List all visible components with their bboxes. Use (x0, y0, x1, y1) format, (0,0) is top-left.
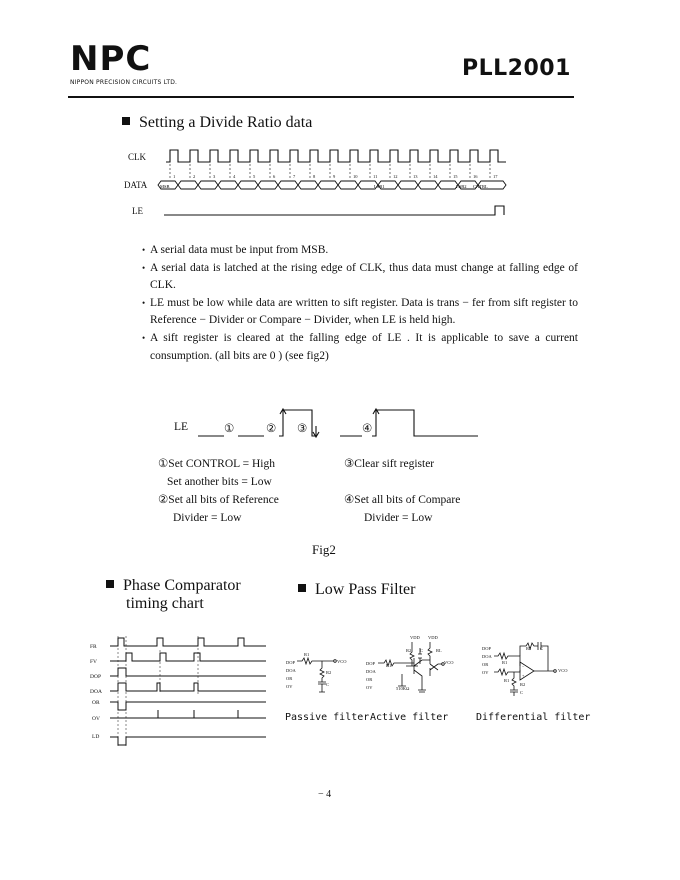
fig2-caption: Fig2 (312, 542, 336, 557)
diff-or-label: OR (482, 662, 489, 667)
pc-label-or: OR (92, 700, 100, 706)
active-c-label: C (420, 648, 424, 653)
note-3: ③Clear sift register (344, 458, 435, 470)
fig2-note-1 (158, 455, 279, 527)
data-bit-cell (438, 181, 458, 189)
data-bit-cell (338, 181, 358, 189)
passive-c-label: C (326, 682, 330, 687)
clk-number: 2 (193, 174, 196, 179)
clk-numbers (173, 174, 498, 179)
bullet-item: • A serial data must be input from MSB. (142, 242, 578, 260)
clk-sample-dashes (170, 164, 490, 180)
pc-label-ov: OV (92, 716, 100, 722)
active-vdd-label-2: VDD (428, 635, 438, 640)
active-rl-label: RL (436, 648, 442, 653)
data-bit-cell (418, 181, 438, 189)
low-pass-filter-schematics (282, 630, 582, 710)
active-r1-label: R1 (386, 663, 392, 668)
ov-wave (110, 710, 266, 718)
active-or-label: OR (366, 677, 373, 682)
clk-number: 13 (413, 174, 418, 179)
clk-number: 6 (273, 174, 276, 179)
or-wave (110, 702, 266, 710)
phase-comparator-timing-chart (88, 632, 270, 752)
bullet-item: • LE must be low while data are written to sift register. Data is trans − fer from sift register to Reference − Divider or Compare − Divider, when LE is held high. (142, 295, 578, 330)
clk-pulse-train (166, 150, 506, 162)
active-r2-label: R2 (406, 648, 412, 653)
fig2-marker-2: ② (266, 423, 277, 435)
le-waveform (164, 206, 504, 215)
clk-number: 15 (453, 174, 458, 179)
phase-title-line-1: Phase Comparator (123, 577, 241, 594)
fig2-marker-3: ③ (297, 423, 308, 435)
data-bit-cell (198, 181, 218, 189)
company-name: NIPPON PRECISION CIRCUITS LTD. (70, 79, 178, 86)
square-bullet-icon (122, 117, 130, 125)
passive-r2-label: R2 (326, 670, 332, 675)
active-vdd-label-1: VDD (410, 635, 420, 640)
passive-or-label: OR (286, 676, 293, 681)
diff-c-label-top: C (540, 646, 544, 651)
diff-r1-label-bottom: R1 (504, 678, 510, 683)
fig2-le-waveform (190, 400, 490, 445)
diff-r2-label-bottom: R2 (520, 682, 526, 687)
clk-number: 8 (313, 174, 316, 179)
caption-passive-filter: Passive filter (285, 712, 370, 723)
svg-text:+: + (522, 673, 525, 678)
lpf-title-text: Low Pass Filter (315, 581, 416, 598)
diff-vco-label: VCO (558, 668, 568, 673)
data-bit-cell (278, 181, 298, 189)
doa-wave (110, 683, 266, 691)
data-bit-cell (298, 181, 318, 189)
clk-number: 11 (373, 174, 378, 179)
bullet-item: • A serial data is latched at the rising edge of CLK, thus data must change at falling edge of CLK. (142, 260, 578, 295)
passive-ov-label: OV (286, 684, 293, 689)
active-510k-label: 510KΩ (396, 686, 410, 691)
data-cells (158, 181, 506, 189)
note-2-line-1: ②Set all bits of Reference (158, 494, 279, 506)
diff-dop-label: DOP (482, 646, 492, 651)
section-title-text: Setting a Divide Ratio data (139, 114, 313, 131)
clk-number: 7 (293, 174, 296, 179)
diff-r2-label-top: R2 (526, 646, 532, 651)
section-title-low-pass-filter (298, 581, 415, 599)
signal-label-le: LE (132, 206, 143, 216)
data-label-lsb1: LSB1 (374, 184, 385, 189)
clk-waveform (166, 150, 506, 162)
active-vco-label: VCO (444, 660, 454, 665)
caption-active-filter: Active filter (370, 712, 449, 723)
data-bit-cell (258, 181, 278, 189)
fig2-le-label: LE (174, 421, 189, 433)
clk-number: 5 (253, 174, 256, 179)
passive-doa-label: DOA (286, 668, 296, 673)
note-1-line-1: ①Set CONTROL = High (158, 458, 275, 470)
phase-title-line-2: timing chart (126, 595, 204, 612)
passive-dop-label: DOP (286, 660, 296, 665)
fig2-marker-4: ④ (362, 423, 373, 435)
ld-wave (110, 737, 266, 745)
page-number: − 4 (318, 789, 332, 800)
active-ov-label: OV (366, 685, 373, 690)
clk-number: 9 (333, 174, 336, 179)
header-rule (68, 96, 574, 98)
diff-c-label-bottom: C (520, 690, 524, 695)
passive-vco-label: VCO (337, 659, 347, 664)
active-dop-label: DOP (366, 661, 376, 666)
clk-number: 1 (173, 174, 176, 179)
clk-number: 4 (233, 174, 236, 179)
data-bit-cell (238, 181, 258, 189)
note-4-line-1: ④Set all bits of Compare (344, 494, 461, 506)
clk-number: 10 (353, 174, 358, 179)
data-label-control: CNTRL (473, 184, 488, 189)
signal-label-clk: CLK (128, 152, 146, 162)
clk-number: 3 (213, 174, 216, 179)
diff-ov-label: OV (482, 670, 489, 675)
section-title-divide-ratio (122, 114, 312, 132)
square-bullet-icon (106, 580, 114, 588)
svg-text:−: − (522, 664, 525, 669)
data-bit-cell (318, 181, 338, 189)
pc-label-fr: FR (90, 644, 97, 650)
signal-label-data: DATA (124, 180, 148, 190)
part-number: PLL2001 (462, 56, 571, 81)
data-label-lsb2: LSB2 (456, 184, 467, 189)
dop-wave (110, 668, 266, 676)
clk-number: 16 (473, 174, 478, 179)
caption-differential-filter: Differential filter (476, 712, 591, 723)
note-4-line-2: Divider = Low (364, 512, 433, 524)
active-doa-label: DOA (366, 669, 376, 674)
pc-label-ld: LD (92, 734, 100, 740)
serial-timing-diagram (150, 140, 520, 225)
data-bit-cell (178, 181, 198, 189)
diff-r1-label-top: R1 (502, 660, 508, 665)
data-bit-cell (398, 181, 418, 189)
note-1-line-2: Set another bits = Low (167, 476, 272, 488)
data-label-msb: MSB (160, 184, 170, 189)
pc-label-dop: DOP (90, 674, 102, 680)
passive-r1-label: R1 (304, 652, 310, 657)
diff-doa-label: DOA (482, 654, 492, 659)
company-logo: NPC (70, 39, 152, 79)
fv-wave (110, 653, 266, 661)
note-2-line-2: Divider = Low (173, 512, 242, 524)
fig2-note-3 (344, 455, 460, 527)
pc-label-fv: FV (90, 659, 98, 665)
fig2-marker-1: ① (224, 423, 235, 435)
bullet-list (142, 242, 578, 365)
clk-number: 14 (433, 174, 438, 179)
pc-label-doa: DOA (90, 689, 102, 695)
clk-number: 12 (393, 174, 398, 179)
bullet-item: • A sift register is cleared at the falling edge of LE . It is applicable to save a current consumption. (all bits are 0 ) (see fig2) (142, 330, 578, 365)
clk-number: 17 (493, 174, 498, 179)
data-bit-cell (218, 181, 238, 189)
section-title-phase-comparator (106, 577, 241, 595)
fr-wave (110, 638, 266, 646)
square-bullet-icon (298, 584, 306, 592)
